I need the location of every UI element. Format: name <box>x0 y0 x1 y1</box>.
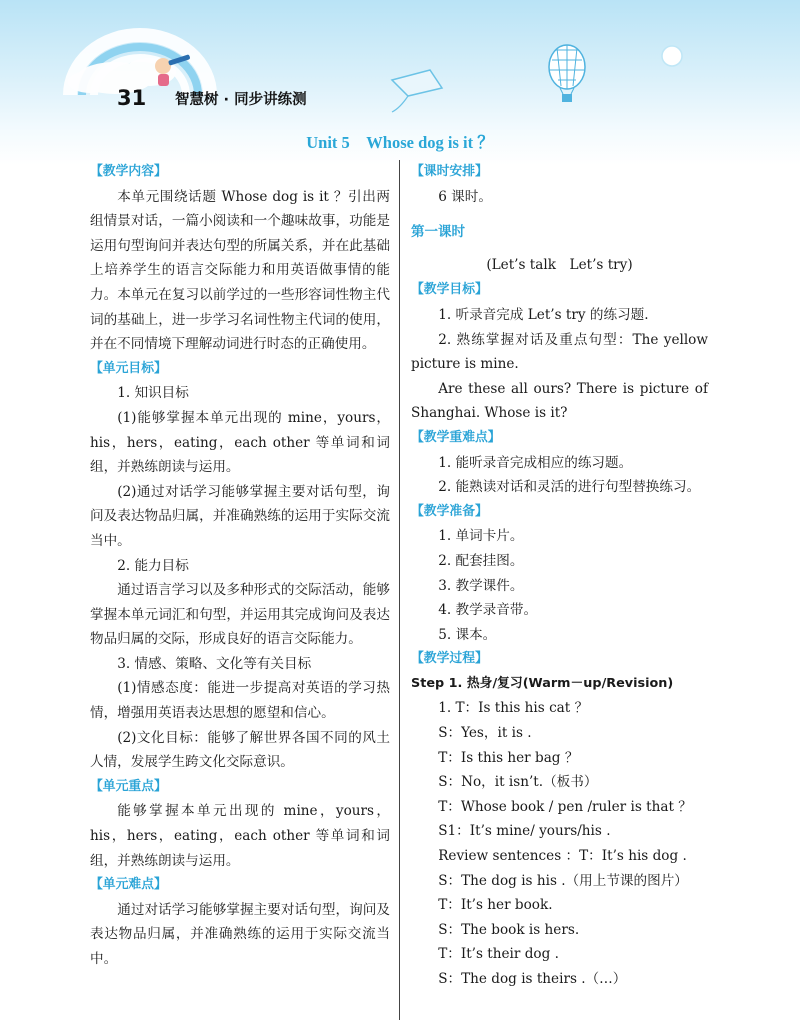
goal3-a: (1)情感态度：能进一步提高对英语的学习热情，增强用英语表达思想的愿望和信心。 <box>90 680 390 722</box>
sun-icon <box>662 46 682 66</box>
goal2-title: 2. 能力目标 <box>117 557 189 574</box>
kite-icon <box>392 70 442 112</box>
series-title: 智慧树 · 同步讲练测 <box>175 92 307 108</box>
lesson-title: 第一课时 <box>411 224 465 241</box>
content-text: 本单元围绕话题 Whose dog is it ？引出两组情景对话，一篇小阅读和一个趣味故事，功能是运用句型询问并表达句型的所属关系，并在此基础上培养学生的语言交际能力和用英语做事情的能力。本单元在复习以前学过的一些形容词性物主代词的基础上，进一步学习名词性物主代词的使用，并在不同情境下理解动词进行时态的正确使用。 <box>90 188 390 353</box>
objective-2: 2. 熟练掌握对话及重点句型：The yellow picture is mine. <box>411 331 708 373</box>
objectives-heading: 【教学目标】 <box>411 282 488 298</box>
key-points-heading: 【教学重难点】 <box>411 429 501 445</box>
goal2-text: 通过语言学习以及多种形式的交际活动，能够掌握本单元词汇和句型，并运用其完成询问及表达物品归属的交际，形成良好的语言交际能力。 <box>90 582 390 648</box>
dialog-line: S：The dog is his .（用上节课的图片） <box>438 872 688 889</box>
process-heading: 【教学过程】 <box>411 651 488 667</box>
goals-heading: 【单元目标】 <box>90 360 167 376</box>
prep-item: 5. 课本。 <box>438 626 497 643</box>
prep-item: 2. 配套挂图。 <box>438 552 524 569</box>
left-column <box>90 160 390 972</box>
dialog-line: T：Whose book / pen /ruler is that ？ <box>438 798 692 815</box>
dialog-line: S：The book is hers. <box>438 921 580 938</box>
goal3-b: (2)文化目标：能够了解世界各国不同的风土人情，发展学生跨文化交际意识。 <box>90 729 390 771</box>
column-divider <box>399 160 400 1020</box>
dialog-line: Review sentences ：T：It’s his dog . <box>438 848 687 865</box>
right-column <box>411 160 708 992</box>
schedule-heading: 【课时安排】 <box>411 164 488 179</box>
page-number: 31 <box>117 86 147 110</box>
goal3-title: 3. 情感、策略、文化等有关目标 <box>117 655 312 672</box>
objective-3: Are these all ours? There is picture of Shanghai. Whose is it? <box>411 380 708 422</box>
prep-item: 1. 单词卡片。 <box>438 528 524 545</box>
objective-1: 1. 听录音完成 Let’s try 的练习题. <box>438 306 649 323</box>
content-heading: 【教学内容】 <box>90 164 167 179</box>
dialog-line: S：Yes，it is . <box>438 725 532 742</box>
goal1-b: (2)通过对话学习能够掌握主要对话句型，询问及表达物品归属，并准确熟练的运用于实际交流当中。 <box>90 483 390 549</box>
goal1-a: (1)能够掌握本单元出现的 mine，yours，his，hers，eating，each other 等单词和词组，并熟练朗读与运用。 <box>90 409 390 476</box>
dialog-line: T：Is this her bag ？ <box>438 749 579 766</box>
difficulty-heading: 【单元难点】 <box>90 877 167 893</box>
prep-item: 3. 教学课件。 <box>438 577 524 594</box>
goal1-title: 1. 知识目标 <box>117 385 189 402</box>
prep-item: 4. 教学录音带。 <box>438 602 538 619</box>
dialog-line: T：It’s her book. <box>438 897 553 914</box>
dialog-line: S：No，it isn’t.（板书） <box>438 774 598 791</box>
schedule-text: 6 课时。 <box>438 188 492 205</box>
preparation-heading: 【教学准备】 <box>411 503 488 519</box>
focus-heading: 【单元重点】 <box>90 778 167 794</box>
unit-title: Unit 5 Whose dog is it ？ <box>306 133 494 152</box>
dialog-line: S1：It’s mine/ yours/his . <box>438 823 611 840</box>
dialog-line: 1. T：Is this his cat ？ <box>438 700 589 717</box>
focus-text: 能够掌握本单元出现的 mine，yours，his，hers，eating，each other 等单词和词组，并熟练朗读与运用。 <box>90 803 390 869</box>
lesson-subtitle: (Let’s talk Let’s try) <box>486 256 633 273</box>
difficulty-text: 通过对话学习能够掌握主要对话句型，询问及表达物品归属，并准确熟练的运用于实际交流当中。 <box>90 901 390 967</box>
key-point-1: 1. 能听录音完成相应的练习题。 <box>438 454 633 471</box>
step-1-title: Step 1. 热身/复习(Warm－up/Revision) <box>411 675 674 691</box>
page-header <box>0 0 800 165</box>
hot-air-balloon-icon <box>549 45 585 102</box>
key-point-2: 2. 能熟读对话和灵活的进行句型替换练习。 <box>438 479 701 496</box>
dialog-line: T：It’s their dog . <box>438 946 559 963</box>
dialog-line: S：The dog is theirs .（…） <box>438 971 627 987</box>
